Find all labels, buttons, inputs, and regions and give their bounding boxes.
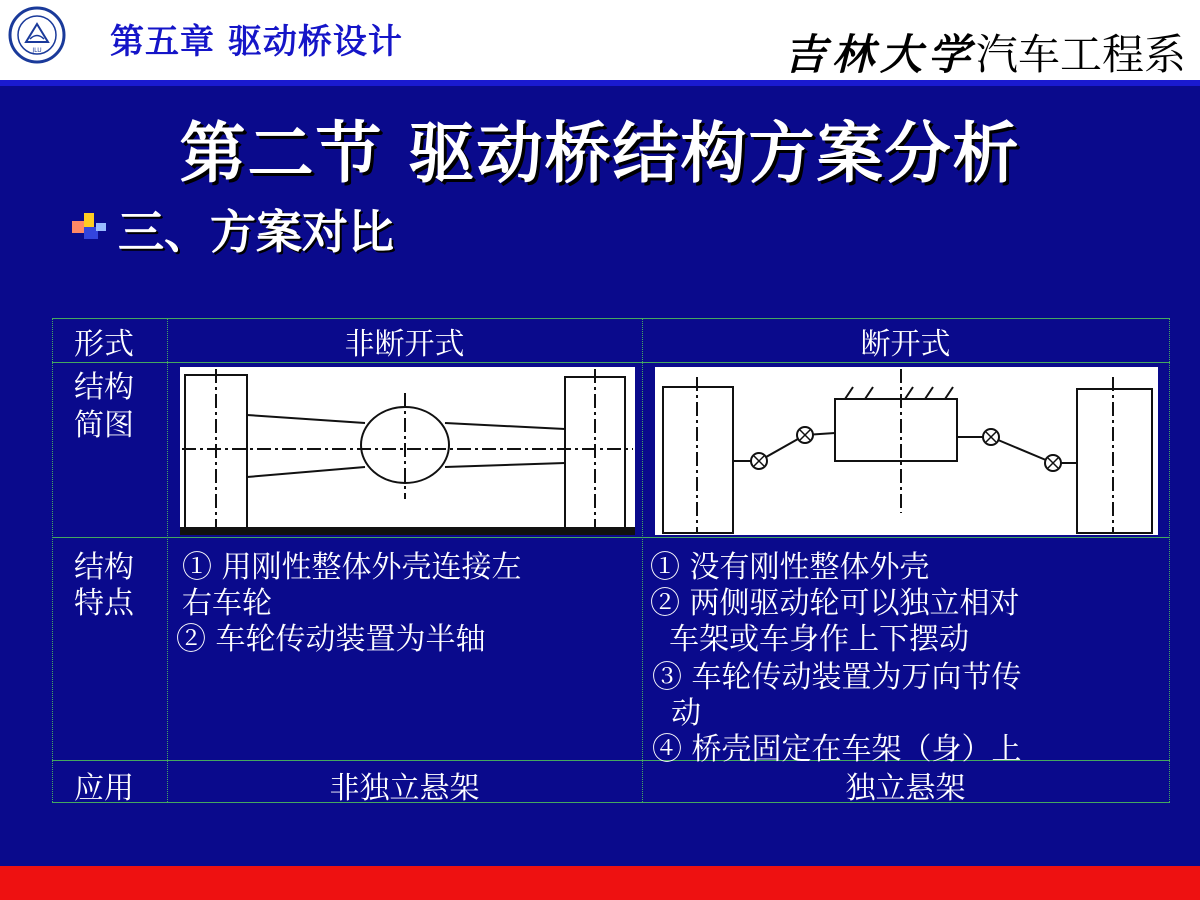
university-seal-logo xyxy=(8,6,66,64)
split-feature-3a: ③ 车轮传动装置为万向节传 xyxy=(652,660,1022,695)
header-non-split: 非断开式 xyxy=(344,327,465,362)
diagram-row-label-line1: 结构 xyxy=(74,370,134,405)
table-rule xyxy=(52,318,1170,319)
table-rule xyxy=(52,537,1170,538)
table-rule xyxy=(52,318,53,802)
split-axle-diagram xyxy=(655,367,1158,535)
feature-row-label-line1: 结构 xyxy=(74,550,134,585)
header-divider xyxy=(0,80,1200,86)
application-split: 独立悬架 xyxy=(845,771,966,806)
non-split-axle-diagram xyxy=(180,367,635,535)
header-split: 断开式 xyxy=(860,327,951,362)
non-split-feature-2: ② 车轮传动装置为半轴 xyxy=(176,622,486,657)
application-label: 应用 xyxy=(74,771,134,806)
split-feature-4: ④ 桥壳固定在车架（身）上 xyxy=(652,732,1022,767)
chapter-title: 第五章 驱动桥设计 xyxy=(110,22,403,62)
diagram-row-label-line2: 简图 xyxy=(74,408,134,443)
department-name: 汽车工程系 xyxy=(975,30,1186,79)
bullet-icon xyxy=(72,213,106,241)
table-rule xyxy=(167,318,168,802)
feature-row-label-line2: 特点 xyxy=(74,586,134,621)
split-feature-2b: 车架或车身作上下摆动 xyxy=(650,622,970,657)
section-title: 第二节 驱动桥结构方案分析 xyxy=(179,115,1021,192)
subsection-title: 三、方案对比 xyxy=(118,205,394,259)
split-feature-2a: ② 两侧驱动轮可以独立相对 xyxy=(650,586,1020,621)
university-name: 吉林大学 xyxy=(783,30,976,79)
split-feature-1: ① 没有刚性整体外壳 xyxy=(650,550,930,585)
svg-text:JLU: JLU xyxy=(32,47,42,54)
header-form: 形式 xyxy=(74,327,134,362)
non-split-feature-1b: 右车轮 xyxy=(182,586,272,621)
non-split-feature-1a: ① 用刚性整体外壳连接左 xyxy=(182,550,522,585)
application-non-split: 非独立悬架 xyxy=(329,771,480,806)
slide-header xyxy=(0,0,1200,80)
footer-bar xyxy=(0,866,1200,900)
split-feature-3b: 动 xyxy=(652,696,702,731)
university-department xyxy=(784,22,1186,82)
table-rule xyxy=(1169,318,1170,802)
table-rule xyxy=(642,318,643,802)
